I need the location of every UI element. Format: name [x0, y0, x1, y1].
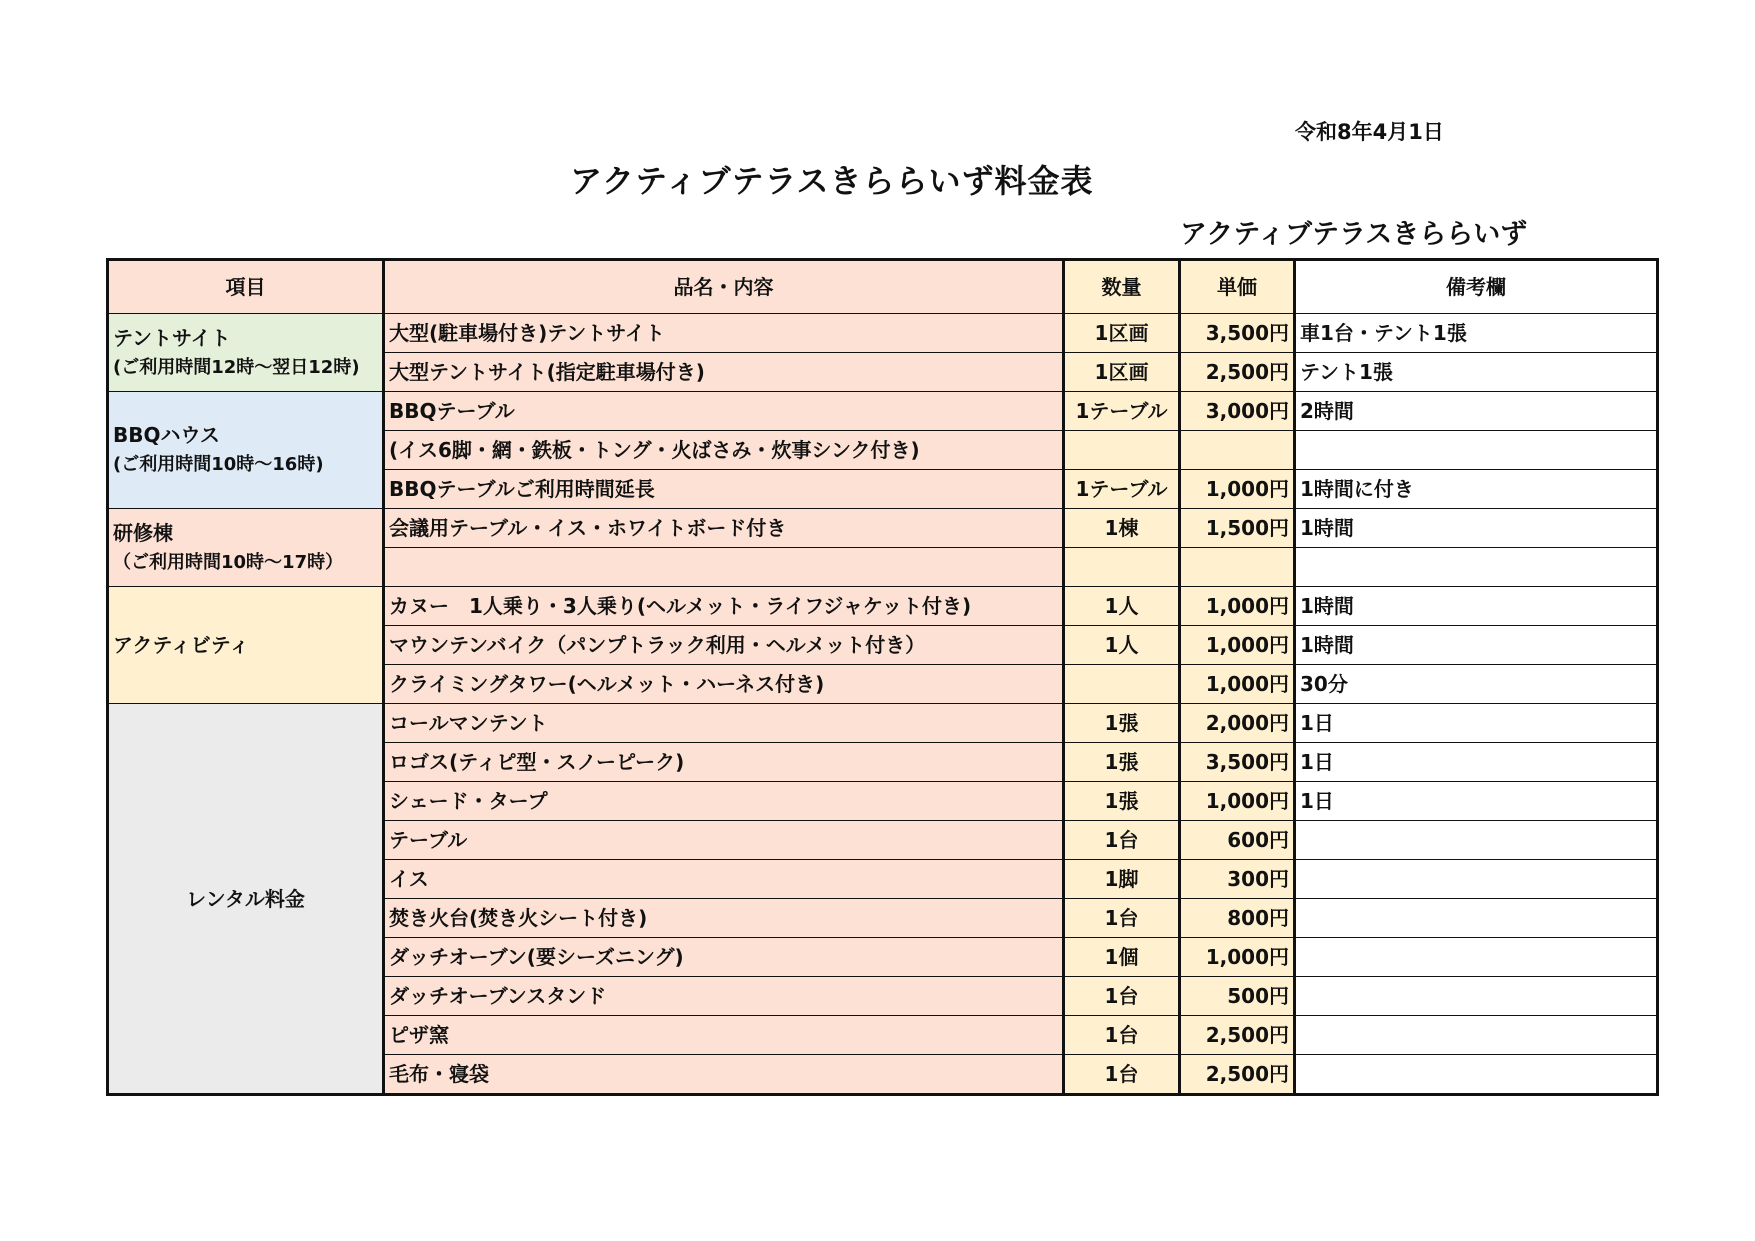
item-cell: イス — [384, 860, 1064, 899]
header-note: 備考欄 — [1295, 260, 1658, 314]
item-cell: カヌー 1人乗り・3人乗り(ヘルメット・ライフジャケット付き) — [384, 587, 1064, 626]
item-cell — [384, 548, 1064, 587]
note-cell: 1時間 — [1295, 587, 1658, 626]
note-cell: 1時間 — [1295, 626, 1658, 665]
price-cell: 2,500円 — [1180, 1016, 1295, 1055]
price-cell: 300円 — [1180, 860, 1295, 899]
note-cell: 1日 — [1295, 743, 1658, 782]
quantity-cell: 1人 — [1064, 626, 1180, 665]
table-row — [108, 392, 1658, 431]
price-cell — [1180, 548, 1295, 587]
table-row — [108, 587, 1658, 626]
category-hours: （ご利用時間10時～17時） — [113, 551, 344, 573]
item-cell: (イス6脚・網・鉄板・トング・火ばさみ・炊事シンク付き) — [384, 431, 1064, 470]
note-cell — [1295, 977, 1658, 1016]
page-title: アクティブテラスきららいず料金表 — [570, 162, 1094, 200]
quantity-cell: 1台 — [1064, 977, 1180, 1016]
category-hours: (ご利用時間12時～翌日12時) — [113, 356, 360, 378]
quantity-cell: 1棟 — [1064, 509, 1180, 548]
quantity-cell: 1台 — [1064, 899, 1180, 938]
quantity-cell: 1張 — [1064, 782, 1180, 821]
quantity-cell: 1区画 — [1064, 314, 1180, 353]
quantity-cell: 1人 — [1064, 587, 1180, 626]
category-label: レンタル料金 — [186, 886, 305, 911]
note-cell — [1295, 1016, 1658, 1055]
quantity-cell: 1脚 — [1064, 860, 1180, 899]
header-item: 品名・内容 — [384, 260, 1064, 314]
price-cell: 3,500円 — [1180, 314, 1295, 353]
item-cell: 大型テントサイト(指定駐車場付き) — [384, 353, 1064, 392]
organization-name: アクティブテラスきららいず — [1180, 219, 1528, 250]
category-cell — [108, 509, 384, 587]
note-cell: テント1張 — [1295, 353, 1658, 392]
quantity-cell — [1064, 431, 1180, 470]
price-cell: 1,000円 — [1180, 587, 1295, 626]
note-cell — [1295, 548, 1658, 587]
category-label: テントサイト — [113, 325, 231, 350]
category-cell — [108, 392, 384, 509]
quantity-cell: 1張 — [1064, 743, 1180, 782]
quantity-cell: 1テーブル — [1064, 470, 1180, 509]
note-cell: 車1台・テント1張 — [1295, 314, 1658, 353]
quantity-cell: 1張 — [1064, 704, 1180, 743]
price-cell: 2,000円 — [1180, 704, 1295, 743]
quantity-cell: 1テーブル — [1064, 392, 1180, 431]
note-cell — [1295, 1055, 1658, 1095]
quantity-cell: 1台 — [1064, 1016, 1180, 1055]
fee-table — [106, 258, 1659, 1096]
quantity-cell: 1台 — [1064, 821, 1180, 860]
price-cell: 600円 — [1180, 821, 1295, 860]
category-cell — [108, 314, 384, 392]
price-cell: 2,500円 — [1180, 353, 1295, 392]
category-cell — [108, 704, 384, 1095]
note-cell: 1時間に付き — [1295, 470, 1658, 509]
note-cell: 30分 — [1295, 665, 1658, 704]
item-cell: 毛布・寝袋 — [384, 1055, 1064, 1095]
item-cell: ロゴス(ティピ型・スノーピーク) — [384, 743, 1064, 782]
item-cell: 会議用テーブル・イス・ホワイトボード付き — [384, 509, 1064, 548]
table-row — [108, 509, 1658, 548]
price-cell: 1,000円 — [1180, 665, 1295, 704]
price-cell: 2,500円 — [1180, 1055, 1295, 1095]
quantity-cell: 1個 — [1064, 938, 1180, 977]
item-cell: ピザ窯 — [384, 1016, 1064, 1055]
table-row — [108, 314, 1658, 353]
item-cell: BBQテーブルご利用時間延長 — [384, 470, 1064, 509]
document-date: 令和8年4月1日 — [1295, 120, 1444, 144]
price-cell: 800円 — [1180, 899, 1295, 938]
item-cell: BBQテーブル — [384, 392, 1064, 431]
quantity-cell: 1台 — [1064, 1055, 1180, 1095]
header-quantity: 数量 — [1064, 260, 1180, 314]
category-cell — [108, 587, 384, 704]
category-hours: (ご利用時間10時～16時) — [113, 454, 324, 475]
price-cell — [1180, 431, 1295, 470]
note-cell: 1時間 — [1295, 509, 1658, 548]
header-category: 項目 — [108, 260, 384, 314]
item-cell: ダッチオーブン(要シーズニング) — [384, 938, 1064, 977]
item-cell: マウンテンバイク（パンプトラック利用・ヘルメット付き） — [384, 626, 1064, 665]
category-label: 研修棟 — [113, 520, 173, 545]
price-cell: 1,500円 — [1180, 509, 1295, 548]
header-price: 単価 — [1180, 260, 1295, 314]
quantity-cell — [1064, 548, 1180, 587]
price-cell: 500円 — [1180, 977, 1295, 1016]
price-cell: 1,000円 — [1180, 938, 1295, 977]
item-cell: テーブル — [384, 821, 1064, 860]
item-cell: 焚き火台(焚き火シート付き) — [384, 899, 1064, 938]
price-cell: 1,000円 — [1180, 626, 1295, 665]
item-cell: ダッチオーブンスタンド — [384, 977, 1064, 1016]
item-cell: コールマンテント — [384, 704, 1064, 743]
note-cell: 1日 — [1295, 782, 1658, 821]
note-cell — [1295, 899, 1658, 938]
quantity-cell — [1064, 665, 1180, 704]
note-cell — [1295, 938, 1658, 977]
category-label: アクティビティ — [113, 633, 250, 657]
note-cell: 2時間 — [1295, 392, 1658, 431]
category-label: BBQハウス — [113, 423, 220, 447]
table-row — [108, 704, 1658, 743]
note-cell — [1295, 431, 1658, 470]
price-cell: 1,000円 — [1180, 782, 1295, 821]
note-cell: 1日 — [1295, 704, 1658, 743]
note-cell — [1295, 860, 1658, 899]
table-header-row — [108, 260, 1658, 314]
item-cell: シェード・タープ — [384, 782, 1064, 821]
price-cell: 1,000円 — [1180, 470, 1295, 509]
fee-table-body — [108, 314, 1658, 1095]
item-cell: 大型(駐車場付き)テントサイト — [384, 314, 1064, 353]
price-cell: 3,000円 — [1180, 392, 1295, 431]
quantity-cell: 1区画 — [1064, 353, 1180, 392]
price-cell: 3,500円 — [1180, 743, 1295, 782]
note-cell — [1295, 821, 1658, 860]
item-cell: クライミングタワー(ヘルメット・ハーネス付き) — [384, 665, 1064, 704]
